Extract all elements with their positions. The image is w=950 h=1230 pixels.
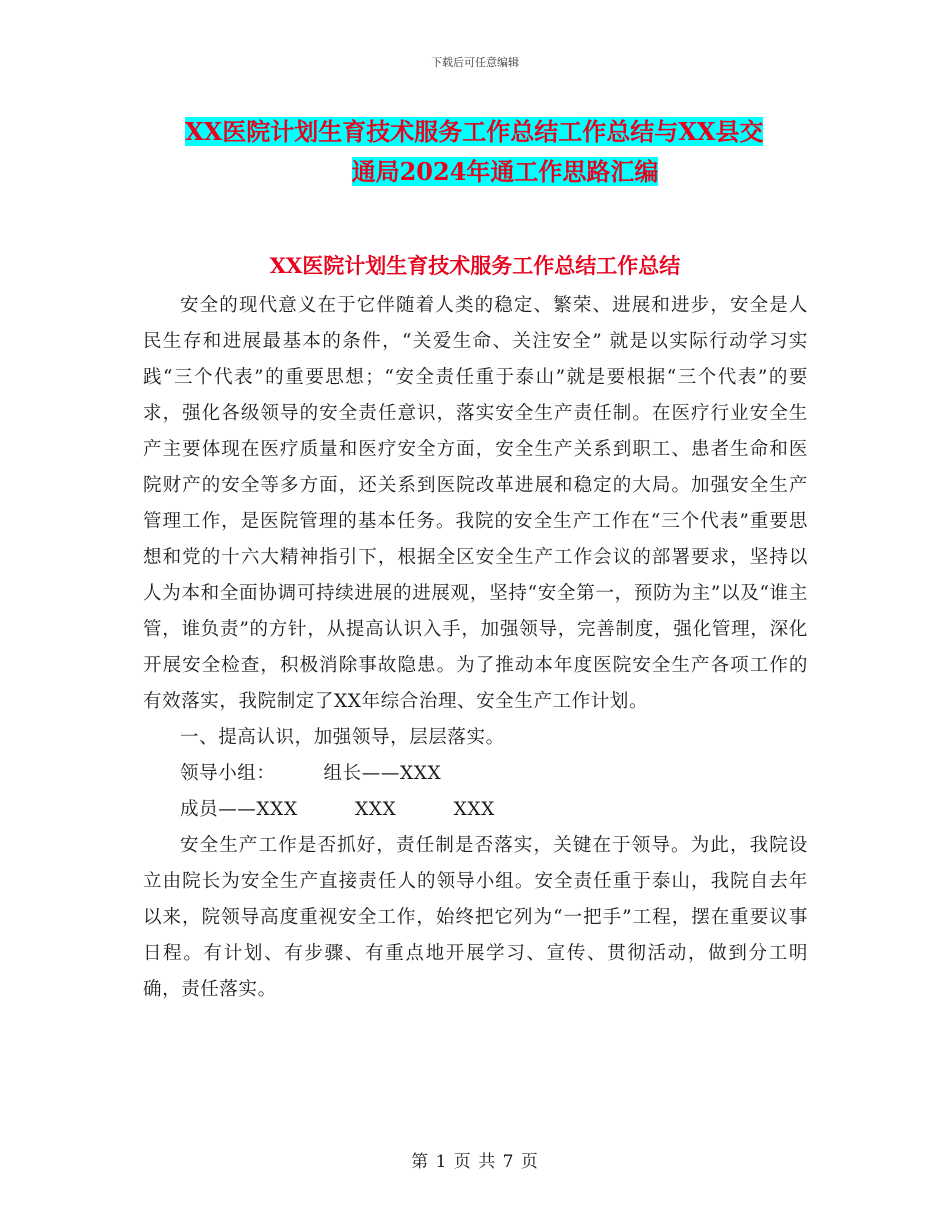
section-title: XX医院计划生育技术服务工作总结工作总结 — [269, 253, 681, 278]
body-text — [143, 288, 808, 1008]
title-line-1-text: XX医院计划生育技术服务工作总结工作总结与XX县交 — [185, 117, 764, 146]
title-line-2-text: 通局2024年通工作思路汇编 — [351, 157, 659, 186]
title-line-2 — [185, 152, 825, 192]
paragraph: 一、提高认识，加强领导，层层落实。 — [180, 727, 505, 748]
page-number: 第 1 页 共 7 页 — [411, 1152, 539, 1172]
paragraph: 安全的现代意义在于它伴随着人类的稳定、繁荣、进展和进步，安全是人民生存和进展最基本的条件，“关爱生命、关注安全” 就是以实际行动学习实践“三个代表”的重要思想；“安全责任重于泰山”就是要根据“三个代表”的要求，强化各级领导的安全责任意识，落实安全生产责任制。在医疗行业安全生产主要体现在医疗质量和医疗安全方面，安全生产关系到职工、患者生命和医院财产的安全等多方面，还关系到医院改革进展和稳定的大局。加强安全生产管理工作，是医院管理的基本任务。我院的安全生产工作在“三个代表”重要思想和党的十六大精神指引下，根据全区安全生产工作会议的部署要求，坚持以人为本和全面协调可持续进展的进展观，坚持“安全第一，预防为主”以及“谁主管，谁负责”的方针，从提高认识入手，加强领导，完善制度，强化管理，深化开展安全检查，积极消除事故隐患。为了推动本年度医院安全生产各项工作的有效落实，我院制定了XX年综合治理、安全生产工作计划。 — [143, 295, 808, 712]
header-note: 下载后可任意编辑 — [431, 56, 519, 69]
title-line-1 — [185, 112, 825, 152]
paragraph: 领导小组： 组长——XXX — [180, 763, 442, 784]
document-title — [185, 112, 825, 192]
paragraph: 安全生产工作是否抓好，责任制是否落实，关键在于领导。为此，我院设立由院长为安全生产直接责任人的领导小组。安全责任重于泰山，我院自去年以来，院领导高度重视安全工作，始终把它列为“一把手”工程，摆在重要议事日程。有计划、有步骤、有重点地开展学习、宣传、贯彻活动，做到分工明确，责任落实。 — [143, 835, 808, 1000]
paragraph: 成员——XXX XXX XXX — [180, 799, 495, 820]
